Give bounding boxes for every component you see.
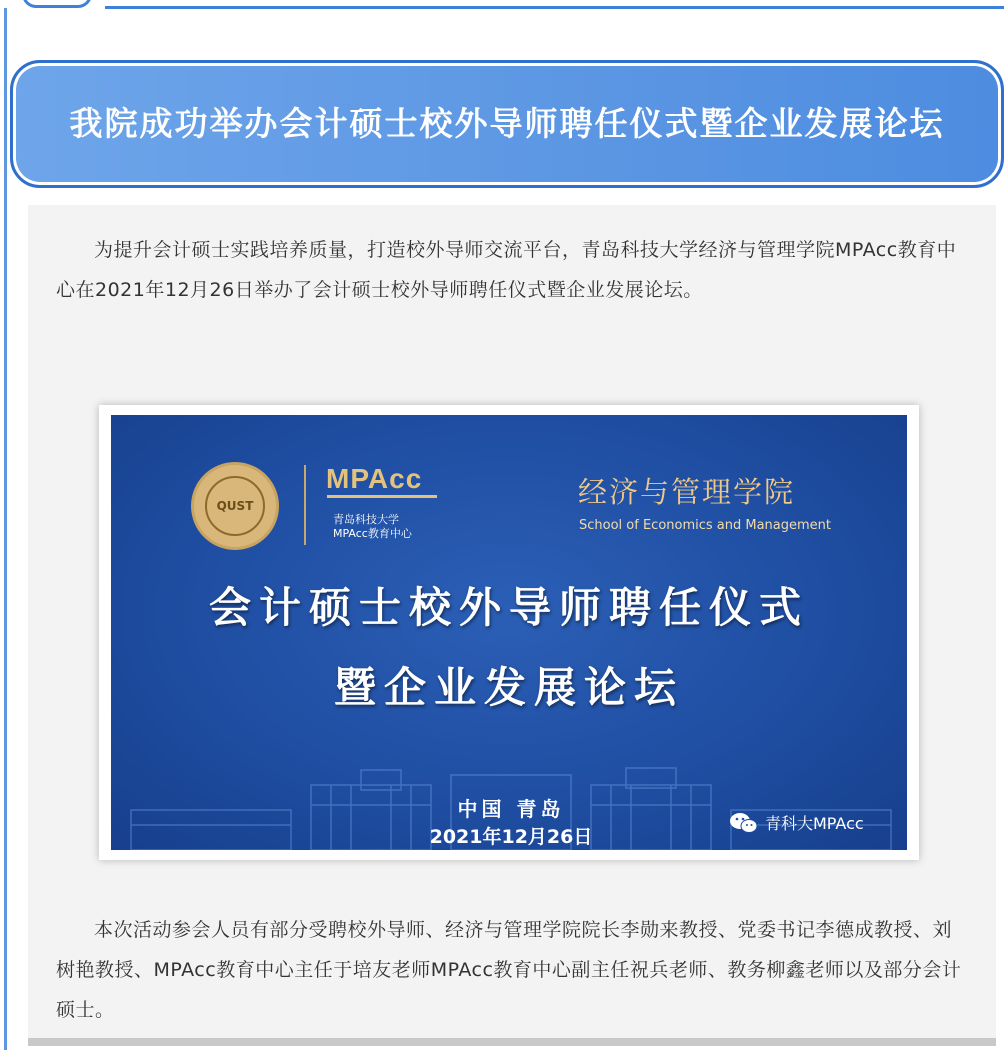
event-poster-image[interactable] bbox=[99, 405, 919, 860]
university-seal-icon bbox=[191, 462, 279, 550]
article-title: 我院成功举办会计硕士校外导师聘任仪式暨企业发展论坛 bbox=[69, 104, 945, 143]
decorative-bottom-rule bbox=[28, 1038, 996, 1046]
event-poster bbox=[111, 415, 907, 850]
wechat-watermark bbox=[729, 811, 864, 834]
decorative-left-frame bbox=[4, 8, 7, 1050]
poster-place: 中国 青岛 bbox=[457, 797, 565, 821]
poster-date: 2021年12月26日 bbox=[429, 826, 593, 848]
decorative-corner bbox=[22, 0, 92, 8]
decorative-top-rule bbox=[105, 6, 1004, 9]
mpacc-center-name: MPAcc教育中心 bbox=[333, 527, 412, 540]
poster-title-line1: 会计硕士校外导师聘任仪式 bbox=[208, 583, 809, 632]
school-name-cn: 经济与管理学院 bbox=[578, 475, 796, 509]
wechat-account-name: 青科大MPAcc bbox=[765, 814, 864, 833]
logo-divider bbox=[304, 465, 306, 545]
article-title-banner bbox=[10, 60, 1004, 188]
article-paragraph-intro: 为提升会计硕士实践培养质量，打造校外导师交流平台，青岛科技大学经济与管理学院MPAcc教育中心在2021年12月26日举办了会计硕士校外导师聘任仪式暨企业发展论坛。 bbox=[56, 239, 957, 301]
seal-emblem: QUST bbox=[205, 476, 265, 536]
mpacc-logo-underline bbox=[327, 495, 437, 498]
wechat-icon bbox=[729, 812, 759, 834]
school-name-en: School of Economics and Management bbox=[579, 518, 832, 533]
poster-title-line2: 暨企业发展论坛 bbox=[333, 663, 684, 712]
mpacc-university-name: 青岛科技大学 bbox=[333, 513, 399, 526]
article-paragraph-attendees: 本次活动参会人员有部分受聘校外导师、经济与管理学院院长李勋来教授、党委书记李德成教授、刘树艳教授、MPAcc教育中心主任于培友老师MPAcc教育中心副主任祝兵老师、教务柳鑫老师以及部分会计硕士。 bbox=[56, 919, 962, 1021]
mpacc-logo: MPAcc bbox=[326, 463, 423, 494]
